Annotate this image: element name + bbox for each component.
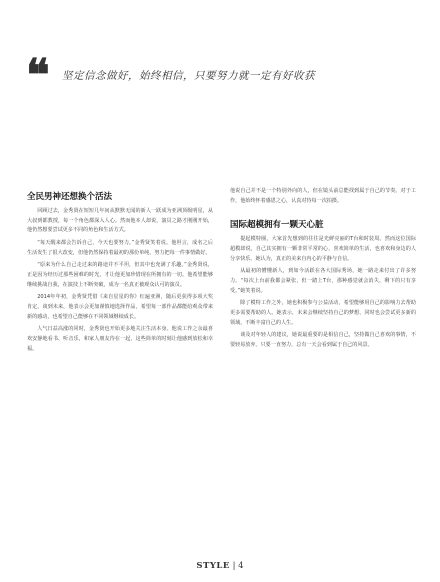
magazine-brand: STYLE (196, 561, 230, 571)
quote-mark-icon: ❝ (26, 50, 50, 101)
section-title-left: 全民男神还想换个活法 (27, 192, 113, 202)
left-column (27, 192, 213, 357)
paragraph: “原来为什么自己走过来的路途并不平坦，但其中也充满了乐趣。”金秀贤说，正是因为经历过那些困难的时光，才让他更加珍惜现在所拥有的一切。他希望能够继续挑战自我，在演技上不断突破，成为一名真正被观众认可的演员。 (27, 262, 213, 288)
paragraph: 除了模特工作之外，她也积极参与公益活动，希望能够用自己的影响力去帮助更多需要帮助的人。她表示，未来会继续坚持自己的梦想，同时也会尝试更多新的领域，不断丰富自己的人生。 (230, 300, 416, 326)
paragraph: 谈及对年轻人的建议，她说最重要的是相信自己，坚持做自己喜欢的事情，不要轻易放弃。只要一直努力，总有一天会看到属于自己的风景。 (230, 332, 416, 349)
right-column (230, 187, 416, 354)
paragraph: 从最初的懵懂新人，到如今活跃在各大国际秀场，她一路走来付出了许多努力。“每次上台前我都会紧张，但一踏上T台，那种感觉就会消失，剩下的只有享受。”她笑着说。 (230, 268, 416, 294)
footer-separator: | (229, 561, 239, 571)
page-footer (0, 561, 440, 571)
pull-quote (26, 50, 426, 101)
paragraph: 回顾过去，金秀贤在短短几年间从默默无闻的新人一跃成为亚洲顶级明星，从大叔到都教授，每一个角色都深入人心。然而他本人却说，演员之路才刚刚开始，他仍然想要尝试更多不同的角色和生活方式。 (27, 208, 213, 234)
paragraph: 2014年年初，金秀贤凭借《来自星星的你》红遍亚洲，随后更获得多项大奖肯定。谈到未来，他表示会更加谨慎地选择作品，希望每一部作品都能给观众带来新的感动，也希望自己能够在不同领域继续成长。 (27, 294, 213, 320)
section-title-right: 国际超模拥有一颗天心脏 (230, 220, 324, 231)
paragraph: 他说自己并不是一个特别外向的人，但在镜头前总能找到属于自己的节奏。对于工作，他始终怀着感恩之心，认真对待每一次拍摄。 (230, 188, 416, 204)
paragraph: 人气日益高涨的同时，金秀贤也开始更多地关注生活本身。他说工作之余最喜欢安静地看书、听音乐，和家人朋友待在一起，这些简单的时刻让他感到放松和幸福。 (27, 326, 213, 352)
pull-quote-text: 坚定信念做好，始终相信，只要努力就一定有好收获 (62, 70, 315, 82)
paragraph: “每天醒来都会告诉自己，今天也要努力。”金秀贤笑着说。他坦言，成名之后生活发生了很大改变，但他仍然保持着最初的那份单纯，努力把每一件事情做好。 (27, 240, 213, 256)
page-number: 4 (238, 561, 244, 571)
paragraph: 提起模特圈，大家首先想到的往往是光鲜亮丽的T台和时装周。然而这位国际超模却说，自己其实拥有一颗非常平常的心，喜欢简单的生活，也喜欢和身边的人分享快乐。她认为，真正的美来自内心的平静与自信。 (230, 236, 416, 262)
